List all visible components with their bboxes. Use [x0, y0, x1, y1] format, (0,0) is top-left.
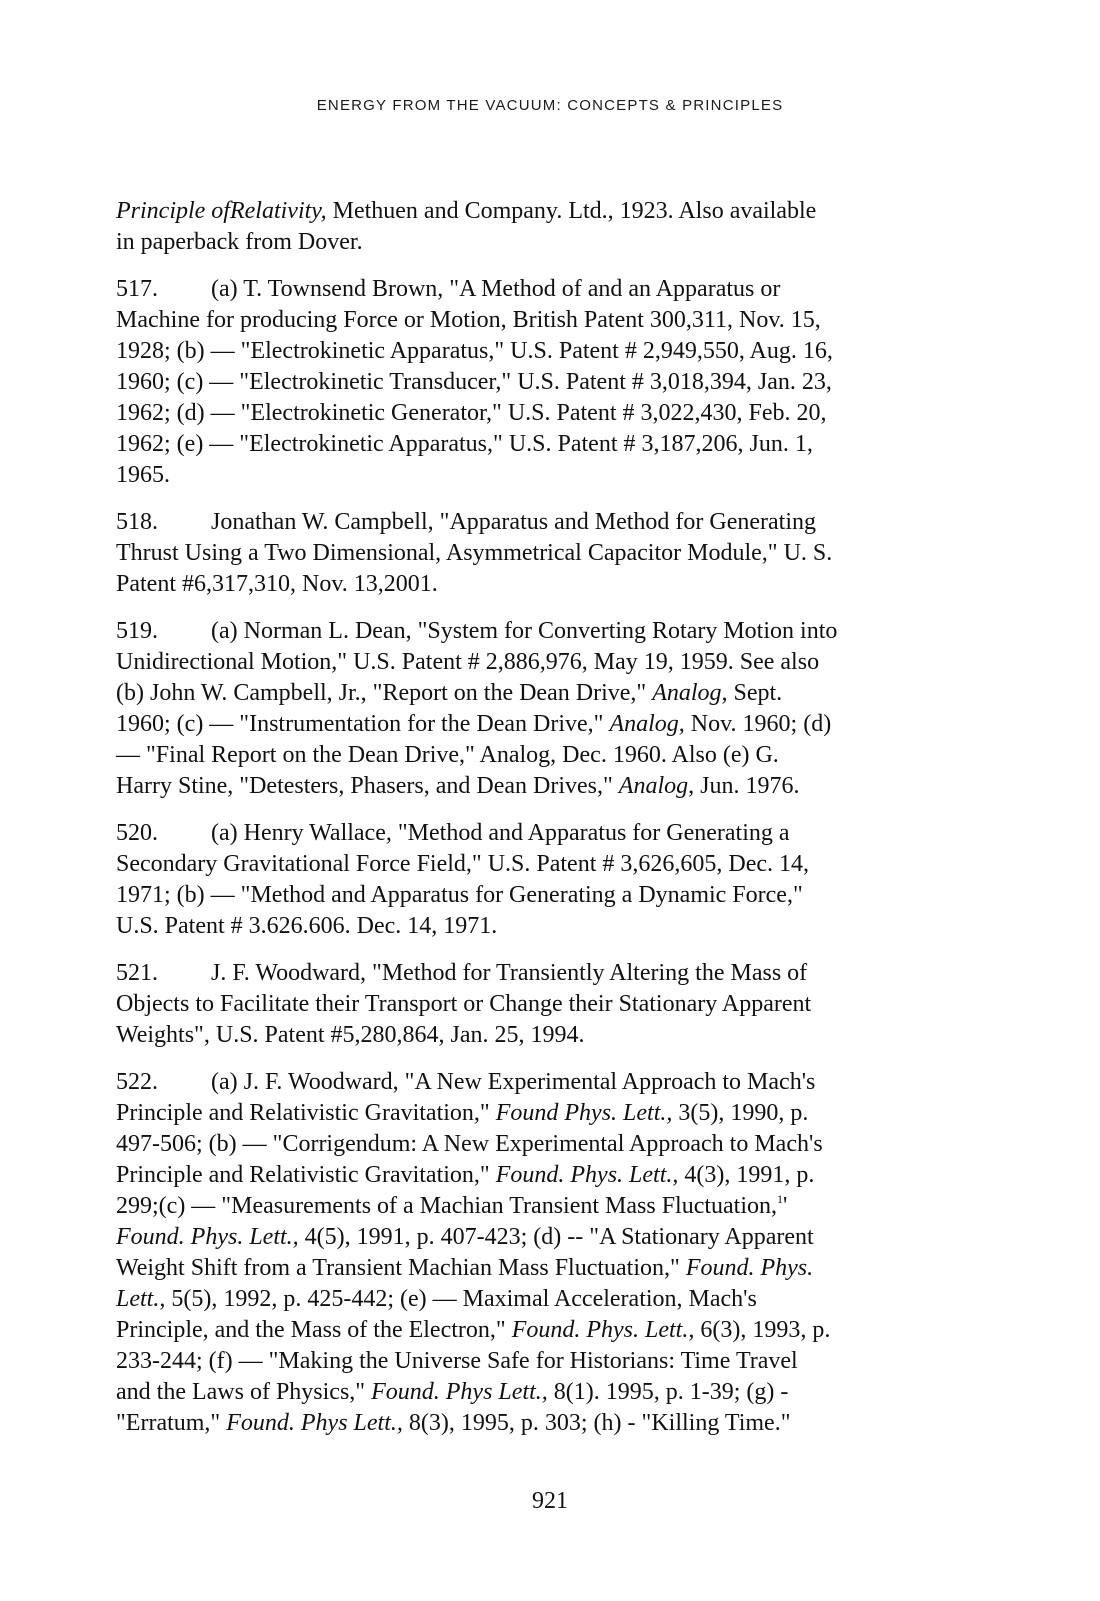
journal-name: Found. Phys. Lett.,	[495, 1162, 679, 1188]
reference-521	[116, 958, 966, 1051]
text-line: (b) John W. Campbell, Jr., "Report on the Dean Drive," Analog, Sept.	[116, 680, 783, 706]
reference-518	[116, 507, 966, 600]
text-line: Found. Phys. Lett., 4(5), 1991, p. 407-423; (d) -- "A Stationary Apparent	[116, 1224, 814, 1250]
reference-number: 520.	[116, 820, 158, 846]
journal-name: Found. Phys. Lett.,	[511, 1317, 695, 1343]
text-line: Harry Stine, "Detesters, Phasers, and Dean Drives," Analog, Jun. 1976.	[116, 773, 800, 799]
journal-name: Found. Phys.	[685, 1255, 814, 1281]
text-line: 1960; (c) — "Electrokinetic Transducer," U.S. Patent # 3,018,394, Jan. 23,	[116, 369, 832, 395]
journal-name: Analog,	[652, 680, 728, 706]
text-line: 519. (a) Norman L. Dean, "System for Converting Rotary Motion into	[116, 616, 966, 647]
text-line: Objects to Facilitate their Transport or Change their Stationary Apparent	[116, 991, 812, 1017]
journal-name: Found. Phys. Lett.,	[116, 1224, 299, 1250]
text-line: Principle ofRelativity, Methuen and Company. Ltd., 1923. Also available	[116, 198, 817, 224]
reference-517	[116, 274, 966, 491]
journal-name: Lett.,	[116, 1286, 166, 1312]
book-title: Principle ofRelativity,	[116, 198, 327, 224]
text-line: 1928; (b) — "Electrokinetic Apparatus," U.S. Patent # 2,949,550, Aug. 16,	[116, 338, 833, 364]
text-line: Patent #6,317,310, Nov. 13,2001.	[116, 571, 438, 597]
text-line: Weights", U.S. Patent #5,280,864, Jan. 25, 1994.	[116, 1022, 585, 1048]
text-line: 521. J. F. Woodward, "Method for Transiently Altering the Mass of	[116, 958, 966, 989]
superscript: 1	[777, 1192, 784, 1206]
text-line: Weight Shift from a Transient Machian Mass Fluctuation," Found. Phys.	[116, 1255, 814, 1281]
text-line: 522. (a) J. F. Woodward, "A New Experimental Approach to Mach's	[116, 1067, 966, 1098]
text-line: 520. (a) Henry Wallace, "Method and Apparatus for Generating a	[116, 818, 966, 849]
page-number: 921	[532, 1488, 568, 1514]
text-line: Unidirectional Motion," U.S. Patent # 2,886,976, May 19, 1959. See also	[116, 649, 820, 675]
reference-519	[116, 616, 966, 802]
journal-name: Found Phys. Lett.,	[495, 1100, 673, 1126]
reference-number: 519.	[116, 618, 158, 644]
text-line: 233-244; (f) — "Making the Universe Safe for Historians: Time Travel	[116, 1348, 798, 1374]
text-line: 1960; (c) — "Instrumentation for the Dean Drive," Analog, Nov. 1960; (d)	[116, 711, 832, 737]
text-line: 299;(c) — "Measurements of a Machian Transient Mass Fluctuation,$^1$'	[116, 1192, 788, 1219]
reference-number: 521.	[116, 960, 158, 986]
running-head: ENERGY FROM THE VACUUM: CONCEPTS & PRINCIPLES	[316, 97, 784, 114]
text-line: 1971; (b) — "Method and Apparatus for Generating a Dynamic Force,"	[116, 882, 803, 908]
reference-number: 517.	[116, 276, 158, 302]
journal-name: Found. Phys Lett.,	[371, 1379, 548, 1405]
text-line: 518. Jonathan W. Campbell, "Apparatus and Method for Generating	[116, 507, 966, 538]
text-line: Principle and Relativistic Gravitation," Found. Phys. Lett., 4(3), 1991, p.	[116, 1162, 815, 1188]
text-line: 497-506; (b) — "Corrigendum: A New Experimental Approach to Mach's	[116, 1131, 823, 1157]
text-line: in paperback from Dover.	[116, 229, 363, 255]
reference-list	[116, 196, 966, 1455]
reference-number: 522.	[116, 1069, 158, 1095]
text-line: — "Final Report on the Dean Drive," Analog, Dec. 1960. Also (e) G.	[116, 742, 779, 768]
text-line: "Erratum," Found. Phys Lett., 8(3), 1995, p. 303; (h) - "Killing Time."	[116, 1410, 791, 1436]
text-line: 1962; (e) — "Electrokinetic Apparatus," U.S. Patent # 3,187,206, Jun. 1,	[116, 431, 813, 457]
text-line: 517. (a) T. Townsend Brown, "A Method of and an Apparatus or	[116, 274, 966, 305]
text-line: and the Laws of Physics," Found. Phys Lett., 8(1). 1995, p. 1-39; (g) -	[116, 1379, 789, 1405]
journal-name: Analog,	[618, 773, 695, 799]
reference-520	[116, 818, 966, 942]
reference-522	[116, 1067, 966, 1439]
journal-name: Found. Phys Lett.,	[226, 1410, 403, 1436]
text-line: Principle, and the Mass of the Electron," Found. Phys. Lett., 6(3), 1993, p.	[116, 1317, 831, 1343]
reference-number: 518.	[116, 509, 158, 535]
text-line: Machine for producing Force or Motion, British Patent 300,311, Nov. 15,	[116, 307, 821, 333]
reference-continuation	[116, 196, 966, 258]
text-line: Principle and Relativistic Gravitation," Found Phys. Lett., 3(5), 1990, p.	[116, 1100, 809, 1126]
journal-name: Analog,	[609, 711, 685, 737]
text-line: Thrust Using a Two Dimensional, Asymmetrical Capacitor Module," U. S.	[116, 540, 833, 566]
text-line: U.S. Patent # 3.626.606. Dec. 14, 1971.	[116, 913, 498, 939]
text-line: 1962; (d) — "Electrokinetic Generator," U.S. Patent # 3,022,430, Feb. 20,	[116, 400, 827, 426]
text-line: Lett., 5(5), 1992, p. 425-442; (e) — Maximal Acceleration, Mach's	[116, 1286, 757, 1312]
text-line: 1965.	[116, 462, 170, 488]
text-line: Secondary Gravitational Force Field," U.S. Patent # 3,626,605, Dec. 14,	[116, 851, 809, 877]
